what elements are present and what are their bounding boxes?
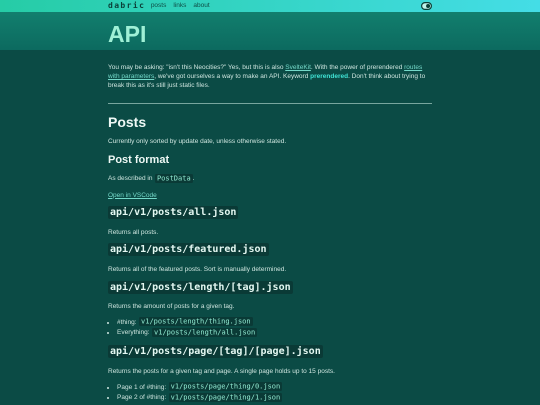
- page-header: [0, 12, 540, 50]
- endpoint-description: Returns all of the featured posts. Sort is manually determined.: [108, 265, 287, 273]
- example-url-code: v1/posts/page/thing/0.json: [170, 382, 281, 391]
- post-format-text: As described in: [108, 175, 153, 182]
- nav-link-about[interactable]: about: [193, 2, 210, 9]
- endpoint-heading-featured: [108, 243, 432, 257]
- intro-text-3: , we've got ourselves a way to make an API. Keyword: [154, 73, 311, 80]
- example-url-code: v1/posts/length/all.json: [154, 328, 256, 336]
- example-label: #thing:: [117, 318, 137, 326]
- main-content: [108, 50, 432, 404]
- post-format-heading: Post format: [108, 153, 170, 166]
- endpoint-description: Returns the posts for a given tag and page. A single page holds up to 15 posts.: [108, 367, 335, 375]
- post-format-period: .: [192, 175, 195, 182]
- endpoint-path: api/v1/posts/all.json: [110, 207, 237, 218]
- site-logo[interactable]: dabric: [108, 1, 146, 10]
- post-format-description: [108, 174, 432, 183]
- posts-heading: Posts: [108, 114, 147, 130]
- length-examples-list: [108, 318, 432, 339]
- theme-toggle-button[interactable]: [421, 2, 432, 10]
- list-item: [117, 383, 432, 394]
- intro-text-4: . Don't think about trying to break this as it's still just static files.: [108, 73, 426, 89]
- endpoint-heading-page: [108, 345, 432, 359]
- postdata-type-code: PostData: [156, 174, 191, 182]
- page-title: API: [108, 21, 147, 47]
- nav-link-links[interactable]: links: [173, 2, 187, 9]
- endpoint-path: api/v1/posts/length/[tag].json: [110, 281, 291, 293]
- example-url-code: v1/posts/length/thing.json: [141, 317, 251, 326]
- example-label: Page 1 of #thing:: [117, 383, 167, 391]
- vscode-link-row: [108, 191, 432, 200]
- toggle-switch-icon: [421, 2, 432, 10]
- intro-text-2: . With the power of prerendered: [310, 64, 405, 71]
- posts-description: Currently only sorted by update date, unless otherwise stated.: [108, 138, 287, 145]
- endpoint-path: api/v1/posts/featured.json: [110, 244, 267, 255]
- endpoint-path: api/v1/posts/page/[tag]/[page].json: [110, 346, 321, 357]
- keyword-emphasis: prerendered: [310, 73, 349, 80]
- nav-link-posts[interactable]: posts: [150, 2, 167, 9]
- sveltekit-link[interactable]: SvelteKit: [285, 64, 311, 71]
- endpoint-heading-all: [108, 206, 432, 220]
- endpoint-heading-length: [108, 281, 432, 295]
- top-nav: [0, 0, 540, 12]
- example-label: Page 2 of #thing:: [117, 394, 167, 401]
- endpoint-description: Returns all posts.: [108, 228, 159, 236]
- example-label: Everything:: [117, 329, 150, 336]
- section-divider: [108, 103, 432, 104]
- routes-with-parameters-link[interactable]: routes with parameters: [108, 64, 423, 80]
- list-item: [117, 393, 432, 404]
- intro-paragraph: [108, 63, 432, 90]
- open-in-vscode-link[interactable]: Open in VSCode: [108, 191, 157, 199]
- endpoint-description: Returns the amount of posts for a given tag.: [108, 302, 235, 310]
- page-examples-list: [108, 383, 432, 404]
- nav-bar-inner: [108, 0, 432, 12]
- intro-text-1: You may be asking: "isn't this Neocities?" Yes, but this is also: [108, 64, 286, 71]
- list-item: [117, 328, 432, 339]
- list-item: [117, 318, 432, 329]
- example-url-code: v1/posts/page/thing/1.json: [170, 393, 281, 401]
